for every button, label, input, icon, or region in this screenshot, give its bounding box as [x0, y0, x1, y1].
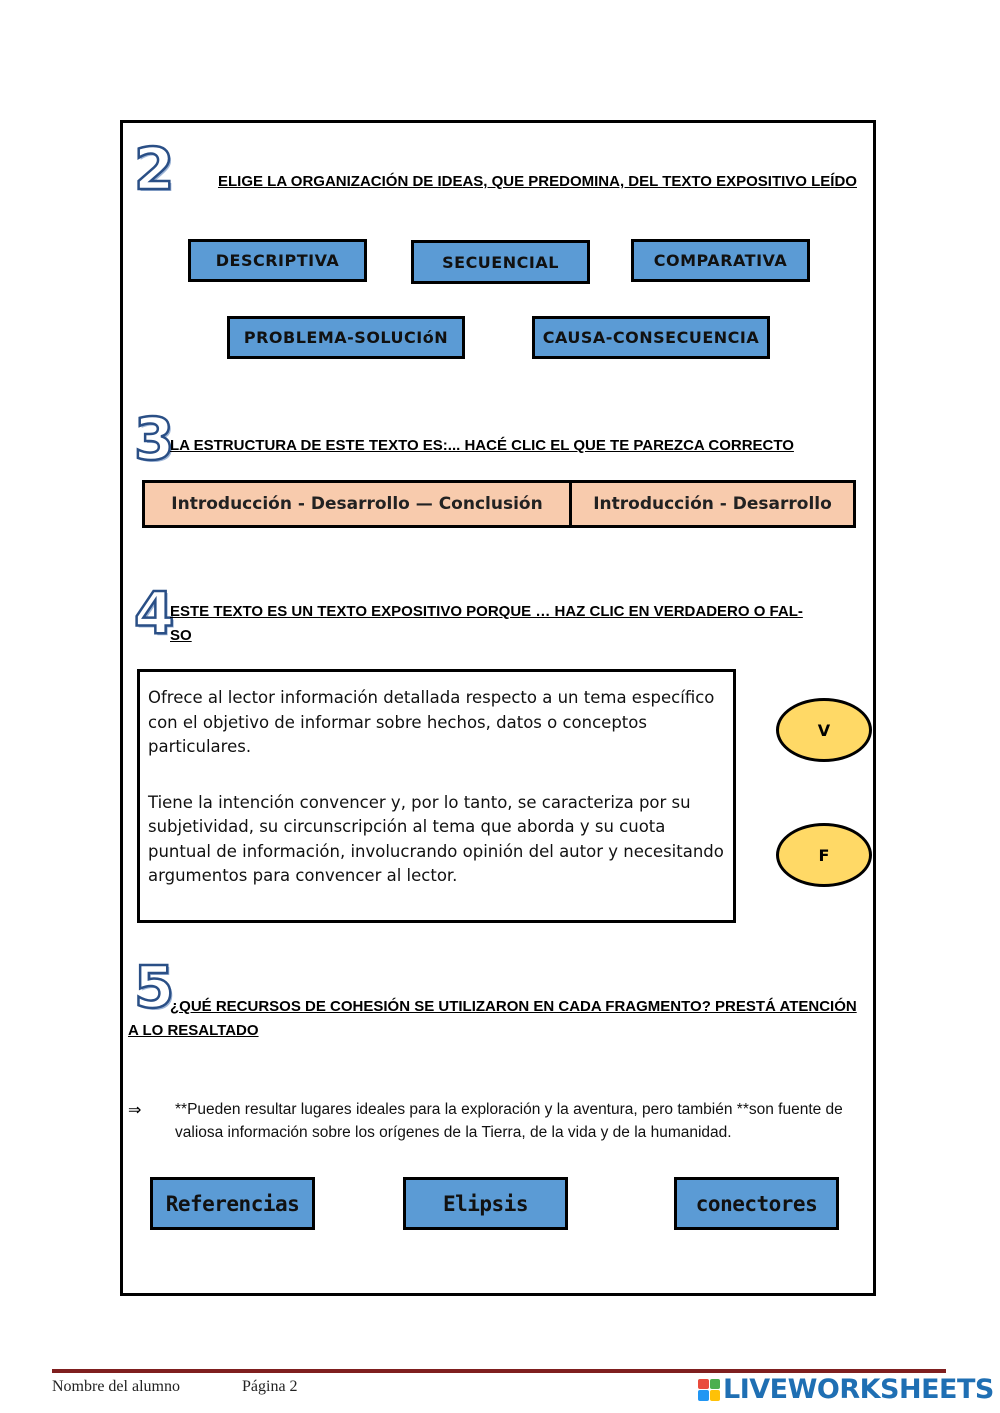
statement-1: Ofrece al lector información detallada respecto a un tema específico con el objetivo de informar sobre hechos, datos o conceptos particulares.: [148, 688, 715, 756]
liveworksheets-logo-icon: [698, 1379, 720, 1401]
cohesion-fragment: **Pueden resultar lugares ideales para la exploración y la aventura, pero también **son fuente de valiosa información sobre los orígenes de la Tierra, de la vida y de la humanidad.: [175, 1101, 843, 1141]
structure-options: [142, 480, 856, 528]
structure-option-intro-dev-conclusion[interactable]: Introducción - Desarrollo — Conclusión: [145, 483, 572, 525]
bullet-arrow-icon: ⇒: [128, 1102, 142, 1119]
liveworksheets-brand-text: LIVEWORKSHEETS: [723, 1374, 994, 1405]
structure-option-intro-dev[interactable]: Introducción - Desarrollo: [593, 494, 832, 514]
section-number-5: 5: [134, 953, 175, 1021]
footer-page-number: Página 2: [242, 1378, 298, 1395]
section-number-4: 4: [134, 579, 175, 647]
section-number-3: 3: [134, 405, 175, 473]
option-elipsis[interactable]: Elipsis: [403, 1177, 568, 1230]
section-5-heading-line1: ¿QUÉ RECURSOS DE COHESIÓN SE UTILIZARON EN CADA FRAGMENTO? PRESTÁ ATENCIÓN: [170, 998, 857, 1015]
option-conectores[interactable]: conectores: [674, 1177, 839, 1230]
footer-rule: [52, 1369, 946, 1373]
false-button[interactable]: F: [776, 823, 872, 887]
option-secuencial[interactable]: SECUENCIAL: [411, 240, 590, 284]
section-2-heading: ELIGE LA ORGANIZACIÓN DE IDEAS, QUE PREDOMINA, DEL TEXTO EXPOSITIVO LEÍDO: [218, 173, 857, 190]
footer-student-name: Nombre del alumno: [52, 1378, 180, 1395]
option-descriptiva[interactable]: DESCRIPTIVA: [188, 239, 367, 282]
statements-box: [137, 669, 736, 923]
true-button[interactable]: V: [776, 698, 872, 762]
option-referencias[interactable]: Referencias: [150, 1177, 315, 1230]
option-problema-solucion[interactable]: PROBLEMA-SOLUCIóN: [227, 316, 465, 359]
section-3-heading: LA ESTRUCTURA DE ESTE TEXTO ES:... HACÉ CLIC EL QUE TE PAREZCA CORRECTO: [170, 437, 794, 454]
section-4-heading-line1: ESTE TEXTO ES UN TEXTO EXPOSITIVO PORQUE … HAZ CLIC EN VERDADERO O FAL-: [170, 603, 803, 620]
statement-2: Tiene la intención convencer y, por lo tanto, se caracteriza por su subjetividad, su circunscripción al tema que aborda y su cuota puntual de información, involucrando opinión del autor y necesitando argumentos para convencer al lector.: [148, 792, 724, 885]
section-5-heading-line2: A LO RESALTADO: [128, 1022, 259, 1039]
option-causa-consecuencia[interactable]: CAUSA-CONSECUENCIA: [532, 316, 770, 359]
section-4-heading-line2: SO: [170, 627, 192, 644]
section-number-2: 2: [134, 135, 175, 203]
option-comparativa[interactable]: COMPARATIVA: [631, 239, 810, 282]
liveworksheets-logo: [698, 1374, 994, 1405]
